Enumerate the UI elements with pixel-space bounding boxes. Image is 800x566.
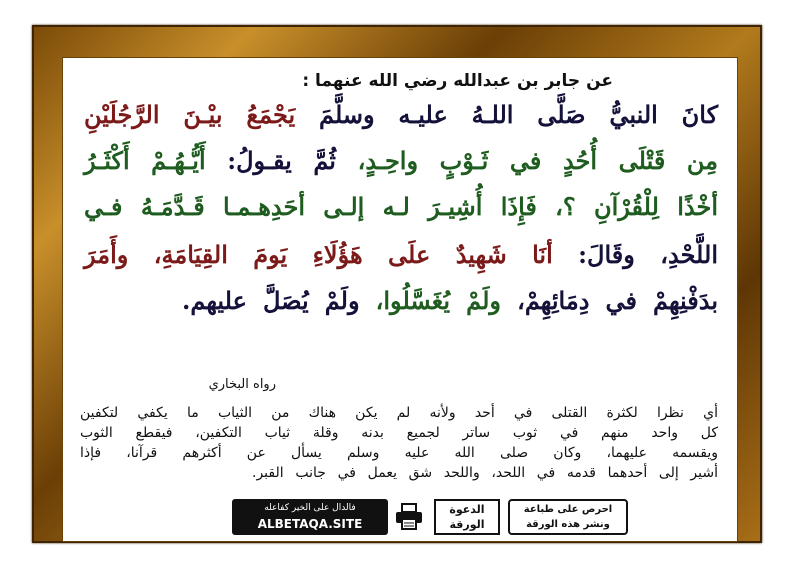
printer-icon bbox=[394, 503, 424, 531]
hadith-line-1 bbox=[84, 97, 718, 133]
hadith-segment: ولَمْ يُغَسَّلُوا، bbox=[359, 286, 502, 315]
logo-word-2: الورقة bbox=[449, 518, 485, 531]
hadith-segment: ولَمْ يُصَلَّ عليهم. bbox=[182, 286, 360, 315]
hadith-segment: ثُمَّ يقـولُ: bbox=[205, 146, 336, 175]
narrator-intro: عن جابر بن عبدالله رضي الله عنهما : bbox=[302, 71, 613, 91]
footer-tagline: فالدال على الخير كفاعله bbox=[264, 503, 356, 513]
reminder-line-2: ونشر هذه الورقة bbox=[526, 519, 610, 530]
source-reference: رواه البخاري bbox=[208, 377, 276, 392]
reminder-line-1: احرص على طباعة bbox=[523, 504, 613, 515]
dawah-paper-logo bbox=[434, 499, 500, 535]
hadith-line-3 bbox=[84, 189, 718, 225]
site-badge bbox=[232, 499, 388, 535]
hadith-segment: اللَّحْدِ، وقَالَ: bbox=[552, 240, 718, 269]
logo-word-1: الدعوة bbox=[449, 503, 485, 516]
explanation-line-3: ويقسمه عليهما، وكان صلى الله عليه وسلم يسأل عن أكثرهم قرآنا، فإذا bbox=[80, 445, 718, 461]
hadith-segment: كانَ النبيُّ bbox=[585, 100, 718, 129]
hadith-line-5 bbox=[182, 283, 718, 319]
hadith-segment: أَيُّـهُـمْ أَكْثَـرُ bbox=[84, 146, 206, 175]
print-reminder-box bbox=[508, 499, 628, 535]
card-content bbox=[62, 57, 738, 542]
hadith-line-2 bbox=[84, 143, 718, 179]
hadith-segment: فَإِذَا أُشِيـرَ لـه إلـى أحَدِهـمـا قَـدَّمَـهُ فـي bbox=[84, 192, 537, 221]
explanation-line-4: أشير إلى أحدهما قدمه في اللحد، واللحد شق يعمل في جانب القبر. bbox=[252, 465, 718, 481]
hadith-segment: يَجْمَعُ بيْـنَ الرَّجُلَيْنِ bbox=[84, 100, 296, 129]
footer-bar bbox=[232, 499, 632, 537]
hadith-segment: وأَمَرَ bbox=[84, 240, 129, 269]
hadith-segment: أخْذًا لِلْقُرْآنِ ؟، bbox=[536, 192, 718, 221]
explanation-line-1: أي نظرا لكثرة القتلى في أحد ولأنه لم يكن هناك من الثياب ما يكفي لتكفين bbox=[80, 405, 718, 421]
explanation-line-2: كل واحد منهم في ثوب ساتر لجميع بدنه وقلة ثياب التكفين، فيقطع الثوب bbox=[80, 425, 718, 441]
hadith-line-4 bbox=[84, 237, 718, 273]
hadith-segment: صَلَّى اللـهُ عليـه وسلَّمَ bbox=[295, 100, 586, 129]
site-url: ALBETAQA.SITE bbox=[257, 517, 363, 531]
hadith-segment: بدَفْنِهِمْ في دِمَائِهِمْ، bbox=[501, 286, 719, 315]
hadith-segment: مِن قَتْلَى أُحُدٍ في ثَـوْبٍ واحِـدٍ، bbox=[336, 146, 718, 175]
hadith-segment: أنَا شَهِيدٌ علَى هَؤُلَاءِ يَومَ القِيَامَةِ، bbox=[128, 240, 553, 269]
